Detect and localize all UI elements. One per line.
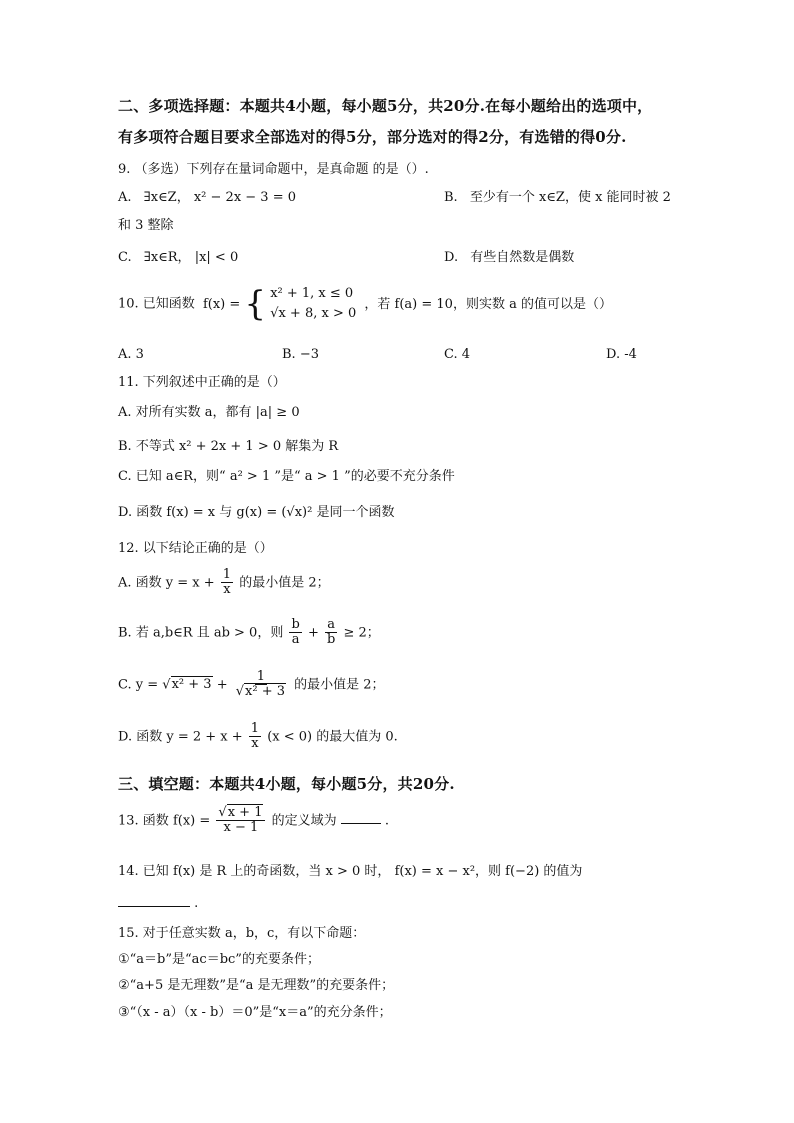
q9-option-b-label: B.: [444, 190, 458, 205]
q10-piecewise-cases: [270, 284, 356, 324]
q9-option-c-text: ∃x∈R， |x| < 0: [143, 250, 239, 265]
q13-answer-blank[interactable]: [341, 823, 381, 824]
q9-option-c: [118, 248, 238, 268]
section2-heading-line1: 二、多项选择题：本题共4小题，每小题5分，共20分.在每小题给出的选项中，: [118, 97, 653, 115]
q12-b-denominator-2: b: [327, 632, 336, 648]
q10-option-b: B. −3: [282, 347, 319, 362]
q9-stem: 9. （多选）下列存在量词命题中，是真命题 的是（）.: [118, 162, 429, 177]
q12-b-denominator-1: a: [291, 632, 300, 648]
section2-heading-line2: 有多项符合题目要求全部选对的得5分，部分选对的得2分，有选错的得0分.: [118, 128, 627, 146]
q10-function-name: f(x) =: [202, 296, 241, 312]
q9-option-b-text: 至少有一个 x∈Z，使 x 能同时被 2: [469, 190, 671, 205]
q12-option-b: [118, 618, 380, 648]
q12-c-prefix: C. y =: [118, 677, 159, 693]
q9-option-d-text: 有些自然数是偶数: [470, 250, 575, 265]
q10-case-2: √x + 8, x > 0: [270, 306, 357, 321]
q11-option-a: A. 对所有实数 a，都有 |a| ≥ 0: [118, 405, 300, 420]
q11-option-c: C. 已知 a∈R，则“ a² > 1 ”是“ a > 1 ”的必要不充分条件: [118, 469, 455, 484]
q12-b-plus: +: [307, 625, 319, 641]
q10-brace: {: [244, 284, 267, 324]
q12-d-denominator: x: [251, 736, 259, 752]
q12-a-denominator: x: [223, 582, 231, 598]
q14-answer-blank[interactable]: [118, 906, 190, 907]
q12-c-fraction: [234, 670, 288, 700]
q9-option-d-label: D.: [444, 250, 459, 265]
q13-end: .: [384, 813, 390, 829]
q9-option-b: [444, 188, 671, 208]
q9-option-a-text: ∃x∈Z， x² − 2x − 3 = 0: [143, 190, 297, 205]
q12-c-numerator: 1: [256, 669, 266, 684]
q12-a-suffix: 的最小值是 2；: [239, 575, 330, 591]
q12-c-denominator: √x² + 3: [235, 684, 286, 700]
q12-d-prefix: D. 函数 y = 2 + x +: [118, 729, 243, 745]
q15-item-2: ②“a+5 是无理数”是“a 是无理数”的充要条件；: [118, 978, 395, 993]
q15-item-3: ③“（x - a）（x - b）＝0”是“x＝a”的充分条件；: [118, 1005, 392, 1020]
q12-b-numerator-2: a: [327, 617, 336, 632]
q12-a-numerator: 1: [222, 567, 232, 582]
q9-option-c-label: C.: [118, 250, 132, 265]
q12-option-a: [118, 568, 330, 598]
q12-c-suffix: 的最小值是 2；: [294, 677, 385, 693]
q12-a-fraction: [221, 568, 233, 598]
q12-b-fraction-2: [325, 618, 337, 648]
q10-stem: [118, 284, 612, 324]
q11-option-d: D. 函数 f(x) = x 与 g(x) = (√x)² 是同一个函数: [118, 505, 395, 520]
q14-stem: 14. 已知 f(x) 是 R 上的奇函数，当 x > 0 时， f(x) = x − x²，则 f(−2) 的值为: [118, 864, 583, 879]
q13-numerator-root: x + 1: [227, 805, 263, 820]
q12-b-numerator-1: b: [291, 617, 300, 632]
q12-d-numerator: 1: [250, 721, 260, 736]
q10-case-1: x² + 1, x ≤ 0: [270, 286, 354, 301]
q12-b-suffix: ≥ 2；: [343, 625, 380, 641]
q15-stem: 15. 对于任意实数 a，b，c，有以下命题：: [118, 926, 366, 941]
q12-b-fraction-1: [289, 618, 301, 648]
q11-option-b: B. 不等式 x² + 2x + 1 > 0 解集为 R: [118, 439, 339, 454]
q10-suffix: ，若 f(a) = 10，则实数 a 的值可以是（）: [364, 296, 612, 312]
q13-prefix: 13. 函数 f(x) =: [118, 813, 211, 829]
q9-option-a: [118, 188, 296, 208]
q12-c-root: x² + 3: [171, 677, 212, 693]
q12-d-suffix: (x < 0) 的最大值为 0.: [267, 729, 398, 745]
q14-end: .: [194, 896, 199, 911]
q10-prefix: 10. 已知函数: [118, 296, 195, 312]
q12-option-c: C. y = √x² + 3 + $\frac{1}{\text{√x² + 3}}$ 的最小值是 2；: [118, 669, 385, 700]
q10-option-c: C. 4: [444, 347, 471, 362]
q13-denominator: x − 1: [223, 820, 259, 836]
q12-d-fraction: [249, 722, 261, 752]
q14-answer-line: [118, 894, 198, 914]
q12-c-plus: +: [216, 677, 228, 693]
q12-c-denominator-root: x² + 3: [245, 684, 286, 700]
q12-b-prefix: B. 若 a,b∈R 且 ab > 0，则: [118, 625, 284, 641]
q13-stem: [118, 806, 389, 836]
q10-option-d: D. -4: [606, 347, 637, 362]
q10-option-a: A. 3: [118, 347, 144, 362]
q13-suffix: 的定义域为: [271, 813, 337, 829]
section3-heading: 三、填空题：本题共4小题，每小题5分，共20分.: [118, 775, 455, 793]
q9-option-b-continued: 和 3 整除: [118, 218, 174, 233]
q12-option-d: [118, 722, 398, 752]
q13-fraction: [216, 806, 265, 836]
q12-stem: 12. 以下结论正确的是（）: [118, 541, 273, 556]
q11-stem: 11. 下列叙述中正确的是（）: [118, 375, 286, 390]
q15-item-1: ①“a＝b”是“ac＝bc”的充要条件；: [118, 952, 320, 967]
q13-numerator: √x + 1: [216, 806, 265, 821]
q9-option-a-label: A.: [118, 190, 132, 205]
q9-option-d: [444, 248, 574, 268]
q12-a-prefix: A. 函数 y = x +: [118, 575, 215, 591]
